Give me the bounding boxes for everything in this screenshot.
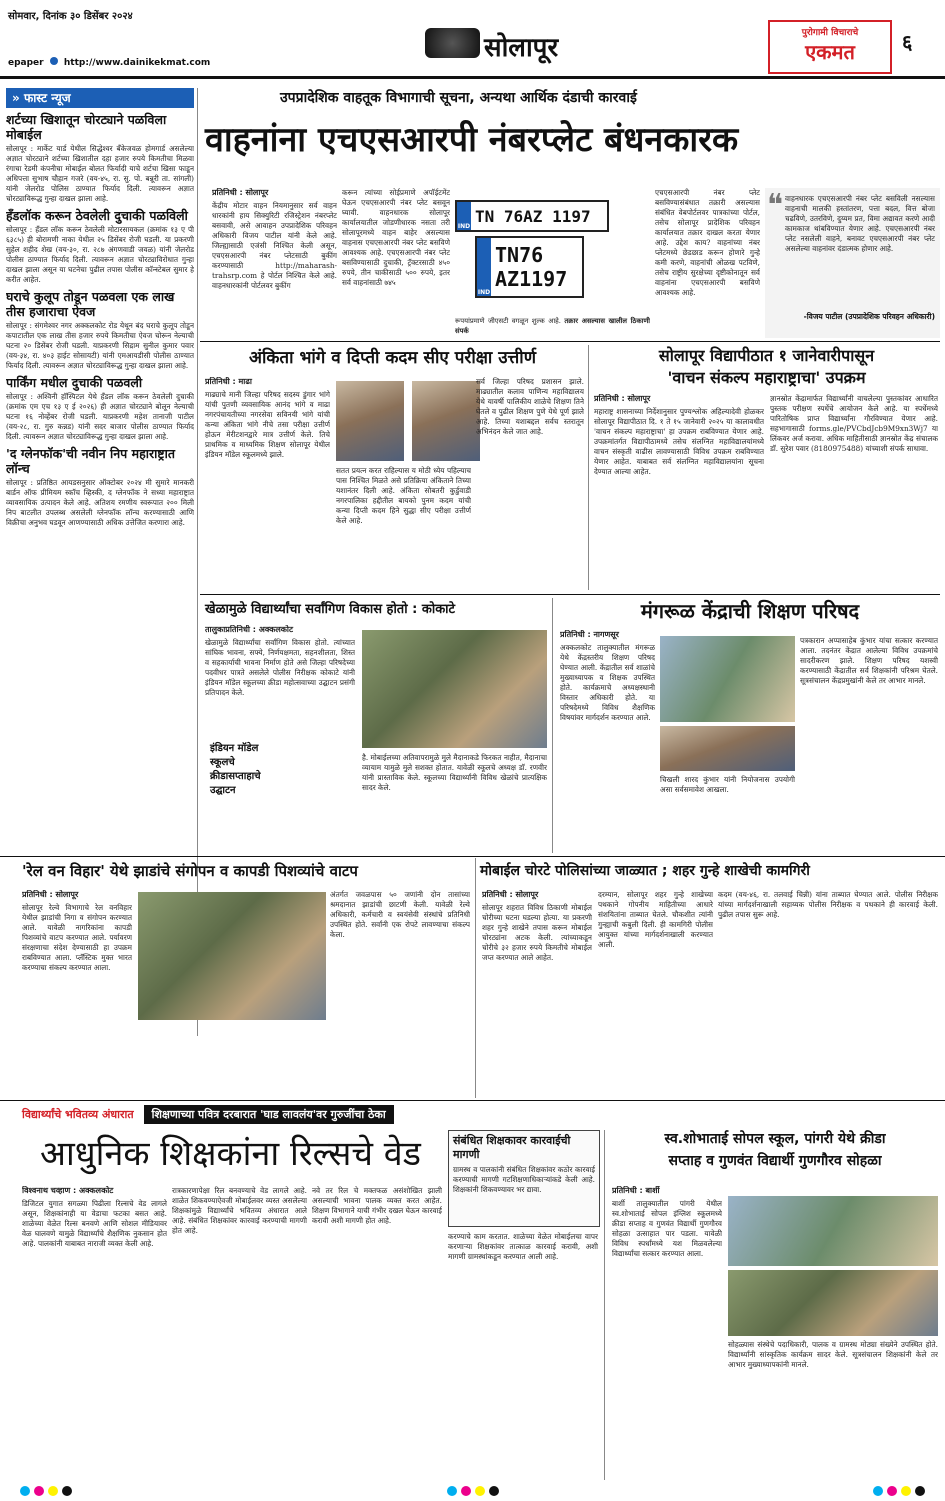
- mangrul-col-2: पत्रकारान अप्पासाहेब कुंभार यांचा सत्कार करण्यात आला. तदनंतर केंद्रात आलेल्या विविध उपक्रमांचे सादरीकरण झाले. शिक्षण परिषद यशस्वी करण्यासाठी केंद्रातील सर्व शिक्षकांनी परिश्रम घेतले. सूत्रसंचालन केंद्रप्रमुखांनी केले तर आभार मानले.: [800, 636, 938, 685]
- mid-rule-2: [0, 856, 945, 857]
- school-photo-2: [728, 1270, 938, 1336]
- reels-headline: आधुनिक शिक्षकांना रिल्सचे वेड: [40, 1134, 421, 1174]
- ind-badge: IND: [457, 202, 471, 230]
- rail-col-2: अंतर्गत जवळपास ५० जणांनी दोन तासांच्या श्रमदानात झाडांची छाटणी केली. यावेळी रेल्वे अधिकारी, कर्मचारी व स्वयंसेवी संस्थांचे प्रतिनिधी उपस्थित होते. सर्वांनी एक रोपटे लावण्याचा संकल्प केला.: [330, 890, 470, 939]
- sidebar-items: [6, 112, 194, 528]
- ca-photo-1: [336, 381, 404, 461]
- mangrul-photo-2: [660, 726, 795, 771]
- chevron-icon: »: [12, 91, 24, 105]
- sidebar-item-title: शर्टच्या खिशातून चोरट्याने पळविला मोबाईल: [6, 112, 167, 142]
- lead-caption: रूपयांप्रमाणे जीएसटी वगळून शुल्क आहे. तक्रार असल्यास खालील ठिकाणी संपर्क: [455, 317, 650, 335]
- school-headline-1: स्व.शोभाताई सोपल स्कूल, पांगरी येथे क्रीडा: [664, 1131, 886, 1147]
- sports-headline: खेळामुळे विद्यार्थ्यांचा सर्वांगिण विकास होतो : कोकाटे: [205, 602, 456, 617]
- sidebar-item-title: 'द ग्लेनफॉक'ची नवीन निप महाराष्ट्रात लॉन्च: [6, 446, 175, 476]
- date-line: सोमवार, दिनांक ३० डिसेंबर २०२४: [8, 11, 133, 22]
- sidebar-item-body: सोलापूर : अश्विनी हॉस्पिटल येथे हँडल लॉक करून ठेवलेली दुचाकी (क्रमांक एम एच १३ ए ई २०२६) ही अज्ञात चोरट्याने बोलून नेल्याची घटना १६ नोव्हेंबर रोजी घडली. याप्रकरणी महेश तानाजी पाटील (वय-२८, रा. गुरु कन्नड) यांनी सदर बाजार पोलीस ठाण्यात फिर्याद दिली. त्यावरून अज्ञात चोरट्याविरूद्ध गुन्हा दाखल झाला आहे.: [6, 392, 194, 441]
- banner-left: विद्यार्थ्यांचे भवितव्य अंधारात: [22, 1107, 134, 1121]
- mid-rule-1: [200, 594, 940, 595]
- brand-box: [768, 20, 892, 74]
- ca-col-2: सतत प्रयत्न करत राहिल्यास य मोठी ध्येय पहिल्याच पास निश्चित मिळते असे प्रतिक्रिया अंकिताने तिच्या यशानंतर दिली आहे. अंकिता सोबतरी कुर्डुवाडी नगरपालिका हद्दीतील बायको पुनम कदम यांची कन्या दिप्ती कदम हिने सुद्धा सीए परीक्षा उत्तीर्ण केले आहे.: [336, 466, 471, 525]
- banner: [22, 1104, 602, 1124]
- univ-headline-2: 'वाचन संकल्प महाराष्ट्राचा' उपक्रम: [667, 368, 866, 387]
- tagline: पुरोगामी विचाराचे: [801, 28, 859, 38]
- banner-right: शिक्षणाच्या पवित्र दरबारात 'घाड लावलंय'वर गुरुजींचा ठेका: [144, 1105, 394, 1124]
- sports-col-2: है. मोबाईलच्या अतिवापरामुळे मुले मैदानाकडे फिरकत नाहीत, मैदानाचा व्यायाम यामुळे मुले सशक्त होतात. यावेळी स्कूलचे अध्यक्ष डॉ. रणवीर यांनी प्रास्ताविक केले. स्कूलच्या विद्यार्थ्यांनी विविध खेळांचे प्रात्यक्षिक सादर केले.: [362, 753, 547, 792]
- demand-col: करण्याचे काम करतात. शाळेच्या वेळेत मोबाईलचा वापर करणाऱ्या शिक्षकांवर तात्काळ कारवाई करावी, अशी मागणी ग्रामस्थांकडून करण्यात आली आहे.: [448, 1232, 598, 1261]
- ca-headline: अंकिता भांगे व दिप्ती कदम सीए परीक्षा उत्तीर्ण: [248, 348, 536, 368]
- reels-col-2: रात्रकारणापेक्षा रिल बनवण्याचे वेड लागले आहे. शाळेत शिकवण्याऐवजी मोबाईलवर व्यस्त असलेल्या शिक्षकांमुळे विद्यार्थ्यांचे भवितव्य अंधारात आले आहे. संबंधित शिक्षकांवर कारवाई करण्याची मागणी होत आहे.: [172, 1186, 307, 1235]
- mangrul-caption: चिखली शारद कुंभार यांनी नियोजनास उपयोगी असा सर्वसमावेश आखला.: [660, 775, 795, 794]
- rail-photo: [138, 892, 326, 1020]
- lead-quote-box: ❝ वाहनधारक एचएसआरपी नंबर प्लेट बसविली नसल्यास वाहनाची मालकी हस्तांतरण, पत्ता बदल, वित्त बोजा चढविणे, उतरविणे, दुय्यम प्रत, विमा अद्यावत करणे आदी कामकाज थांबविण्यात येणार आहे. एचएसआरपी नंबर प्लेट नसलेली वाहने, बनावट एचएसआरपी नंबर प्लेट असलेल्या वाहनांवर दंडात्मक होणार आहे. -विजय पाटील (उपप्रादेशिक परिवहन अधिकारी): [765, 188, 940, 338]
- registration-marks: [0, 1479, 945, 1501]
- color-marks-right: [871, 1481, 927, 1500]
- lead-col-3: एचएसआरपी नंबर प्लेट बसविण्यासंबंधात तक्रारी असल्यास संबंधित वेबपोर्टलवर पात्रकांच्या पोर्टल, तसेच सोलापूर प्रादेशिक परिवहन कार्यालयात तक्रार दाखल करता येणार आहे. उद्देश काय? वाहनांच्या नंबर प्लेटमध्ये छेडछाड करून होणारे गुन्हे कमी करणे, वाहनांची ओळख पटविणे, तसेच राष्ट्रीय सुरक्षेच्या दृष्टीकोनातून सर्व वाहनांना एचएसआरपी बसविणे आवश्यक आहे.: [655, 188, 760, 297]
- rail-headline: 'रेल वन विहार' येथे झाडांचे संगोपन व कापडी पिशव्यांचे वाटप: [22, 862, 358, 880]
- sports-pull-quote: इंडियन मॉडेल स्कूलचे क्रीडासप्ताहाचे उद्घाटन: [210, 743, 261, 796]
- plate-1: IND TN 76AZ 1197: [455, 200, 609, 232]
- school-headline-2: सप्ताह व गुणवंत विद्यार्थी गुणगौरव सोहळा: [668, 1153, 882, 1169]
- quote-icon: ❝: [767, 188, 784, 223]
- rail-col-1: प्रतिनिधी : सोलापूर सोलापूर रेल्वे विभागाचे रेल वनविहार येथील झाडांची निगा व संगोपन करण्यात आले. यावेळी नागरिकांना कापडी पिशव्यांचे वाटप करण्यात आले. पर्यावरण संरक्षणाचा संदेश देण्यासाठी हा उपक्रम राबविण्यात आला. प्लॅस्टिक मुक्त भारत करण्याचा संकल्प करण्यात आला.: [22, 890, 132, 972]
- mobile-col-2: दरम्यान, सोलापूर शहर गुन्हे शाखेच्या पथकाने गोपनीय माहितीच्या आधारे संशयितांना ताब्यात घेतले. चौकशीत त्यांनी गुन्ह्याची कबुली दिली. ही कामगिरी पोलीस आयुक्त यांच्या मार्गदर्शनाखाली करण्यात आली.: [598, 890, 713, 949]
- ca-divider: [588, 345, 589, 590]
- reels-col-1: विश्वनाथ चव्हाण : अक्कलकोट डिजिटल युगात सगळ्या पिढीला रिल्सचे वेड लागले असून, शिक्षकांनाही या वेडाचा फटका बसत आहे. शाळेच्या वेळेत रिल्स बनवणे आणि सोशल मीडियावर वेळ घालवणे यामुळे विद्यार्थ्यांचे शैक्षणिक नुकसान होत आहे. पालकांनी याबाबत नाराजी व्यक्त केली आहे.: [22, 1186, 167, 1248]
- sports-photo: [362, 630, 547, 748]
- sidebar-item-title: हँडलॉक करून ठेवलेली दुचाकी पळविली: [6, 208, 188, 223]
- sidebar-item-body: सोलापूर : मार्केट यार्ड येथील सिद्धेश्वर बँकेजवळ होमगार्ड असलेल्या अज्ञात चोरट्याने शर्टच्या खिशातील दहा हजार रुपये किमतीचा मिळवा रंगाचा रेडमी कंपनीचा मोबाईल बोलत फिर्यादी याचे शर्टचा खिसा फाडून अधिपत्ता सुभाष चौहान गजरे (वय-४५, रा. सु. पो. बन्नूरी ता. सांगली) यांनी जेलरोड पोलिस ठाण्यात फिर्याद दिली. त्यावरून अज्ञात चोरट्याविरूद्ध गुन्हा दाखल झाला आहे.: [6, 144, 194, 203]
- sidebar-item-body: सोलापूर : संगमेश्वर नगर अक्कलकोट रोड येथून बंद घराचे कुलूप तोडून कपाटातील एक लाख तीस हजार रुपये किमतीचा ऐवज चोरून नेल्याची घटना २० डिसेंबर रोजी घडली. याप्रकरणी सिद्राम सुनील कुमार पवार (वय-३४, रा. ४०३ हाईट सोसायटी) यांनी एमआयडीसी पोलीस ठाण्यात फिर्याद दिली. त्यावरून अज्ञात चोरट्याविरूद्ध गुन्हा दाखल झाला आहे.: [6, 321, 194, 370]
- univ-col-2: ज्ञानस्रोत केंद्रामार्फत विद्यार्थ्यांनी वाचलेल्या पुस्तकांवर आधारित पुस्तक परीक्षण स्पर्धेचे आयोजन केले आहे. या स्पर्धेमध्ये पारितोषिक प्राप्त विद्यार्थ्यांना गौरविण्यात येणार आहे. सहभागासाठी forms.gle/PVCbdJcb9M9xn3Wj7 या लिंकवर अर्ज करावा. अधिक माहितीसाठी ज्ञानस्रोत केंद्र संचालक डॉ. सुरेश पवार (8180975488) यांच्याशी संपर्क साधावा.: [770, 394, 938, 453]
- mobile-col-1: प्रतिनिधी : सोलापूर सोलापूर शहरात विविध ठिकाणी मोबाईल चोरीच्या घटना घडल्या होत्या. या प्रकरणी शहर गुन्हे शाखेने तपास करून मोबाईल चोरट्यांना अटक केली. त्यांच्याकडून चोरीचे ३२ हजार रुपये किमतीचे मोबाईल जप्त करण्यात आले आहेत.: [482, 890, 592, 962]
- mangrul-col-1: प्रतिनिधी : नागणसूर अक्कलकोट तालुक्यातील मंगरूळ येथे केंद्रस्तरीय शिक्षण परिषद घेण्यात आली. केंद्रातील सर्व शाळांचे मुख्याध्यापक व शिक्षक उपस्थित होते. कार्यक्रमाचे अध्यक्षस्थानी विस्तार अधिकारी होते. या परिषदेमध्ये विविध शैक्षणिक विषयांवर मार्गदर्शन करण्यात आले.: [560, 630, 655, 722]
- sidebar-item-body: सोलापूर : हँडल लॉक करून ठेवलेली मोटारसायकल (क्रमांक १३ ए पी ६३८५) ही बोरामणी नाका येथील २५ डिसेंबर रोजी घडली. या प्रकरणी सुहेल शहीद शेख (वय-३०, रा. २८७ अंगणवाडी जवळ) यांनी जेलरोड पोलीस ठाण्यात फिर्याद दिली. त्यावरून अज्ञात चोरट्याविरोधात गुन्हा दाखल झाला असून या घटनेचा पुढील तपास पोलीस कॉन्स्टेबल सुमार हे करीत आहेत.: [6, 225, 194, 284]
- lead-col-1: प्रतिनिधी : सोलापूर केंद्रीय मोटार वाहन नियमानुसार सर्व वाहन धारकांनी हाय सिक्युरिटी रजिस्ट्रेशन नंबरप्लेट बसवावी, असे आवाहन उपप्रादेशिक परिवहन अधिकारी विजय पाटील यांनी केले आहे. जिल्ह्यासाठी एजंसी निश्चित केली असून, एचएसआरपी नंबर प्लेटसाठी बुकींग करण्यासाठी http://maharash-trahsrp.com हे पोर्टल निश्चित केले आहे. वाहनधारकांनी पोर्टलवर बुकींग: [212, 188, 337, 290]
- school-col-2: सोहळ्यास संस्थेचे पदाधिकारी, पालक व ग्रामस्थ मोठ्या संख्येने उपस्थित होते. विद्यार्थ्यांनी सांस्कृतिक कार्यक्रम सादर केले. सूत्रसंचालन शिक्षकांनी केले तर आभार मुख्याध्यापकांनी मानले.: [728, 1340, 938, 1369]
- sports-divider: [552, 598, 553, 853]
- ca-col-1: प्रतिनिधी : माढा माढ्याचे मानी जिल्हा परिषद सदस्य डुंगार भांगे यांची पुतणी व्यवसायिक आनंद भांगे व माढा नगरपंचायतीच्या नगरसेवा सविनयी भांगे यांची कन्या अंकिता भांगे नीचे तसा परीक्षा उत्तीर्ण होऊन मेरीटशनद्वारे मात्र उत्तीर्ण केले. तिचे प्राथमिक व माध्यमिक शिक्षण सोलापूर येथील इंडियन मॉडेल स्कूलमध्ये झाले.: [205, 377, 330, 459]
- lead-bottom-rule: [200, 341, 940, 342]
- lead-headline: वाहनांना एचएसआरपी नंबरप्लेट बंधनकारक: [205, 120, 739, 160]
- city-title: सोलापूर: [484, 33, 559, 63]
- reels-col-3: नवे तर रिल चे मक्तफळ असंशोखित झाली असल्याची भावना पालक व्यक्त करत आहेत. शिक्षण विभागाने याची गंभीर दखल घेऊन कारवाई करावी अशी मागणी होत आहे.: [312, 1186, 442, 1225]
- ca-col-3: सर्व जिल्हा परिषद प्रशासन झाले. माढ्यातील कलाव पाणिन्य महाविद्यालय येथे यावर्षी पालिकीय शाळेचे शिक्षण तिने घेतले व पुढील शिक्षण पुणे येथे पूर्ण झाले आहे. तिच्या यशाबद्दल सर्वच स्तरातून अभिनंदन केले जात आहे.: [476, 377, 584, 436]
- univ-col-1: प्रतिनिधी : सोलापूर महाराष्ट्र शासनाच्या निर्देशानुसार पुण्यश्लोक अहिल्यादेवी होळकर सोलापूर विद्यापीठात दि. १ ते १५ जानेवारी २०२५ या कालावधीत 'वाचन संकल्प महाराष्ट्राचा' हा उपक्रम राबविण्यात येणार आहे. उपक्रमांतर्गत विद्यापीठामध्ये तसेच संलग्नित महाविद्यालयांमध्ये वाचन संस्कृती वाढीस लावण्यासाठी विविध उपक्रम राबविण्यात येणार आहेत. याबाबत सर्व संलग्नित महाविद्यालयांना सूचना देण्यात आल्या आहेत.: [594, 394, 764, 476]
- sidebar-item-title: पार्किंग मधील दुचाकी पळवली: [6, 375, 143, 390]
- mangrul-headline: मंगरूळ केंद्राची शिक्षण परिषद: [640, 599, 860, 623]
- mobile-headline: मोबाईल चोरटे पोलिसांच्या जाळ्यात ; शहर गुन्हे शाखेची कामगिरी: [480, 863, 810, 879]
- plate-2: IND TN76 AZ1197: [475, 236, 584, 298]
- sidebar-item-body: सोलापूर : प्रतिष्ठित आयडसनुसार ऑक्टोबर २०२४ मी सुमारे मानकरी बार्डन ऑफ प्रीमियम स्कॉच व्हिस्की, द ग्लेनफॉक ने सध्या महाराष्ट्रात व्यावसायिक उत्पादन केले आहे. अतिशय रमणीय स्वरूपात २०० मिली निप बाटलीत उपलब्ध असलेली ग्लेनफॉक लॉन्च करण्यासाठी आणि विक्रीचा अनुभव घडवून आणण्यासाठी अधिक उत्तेजित करणारा आहे.: [6, 478, 194, 527]
- brand-name: एकमत: [805, 40, 855, 64]
- school-photo-1: [728, 1196, 938, 1266]
- globe-icon: [50, 57, 58, 65]
- lead-kicker: उपप्रादेशिक वाहतूक विभागाची सूचना, अन्यथा आर्थिक दंडाची कारवाई: [280, 90, 637, 106]
- rail-divider: [475, 858, 476, 1098]
- plate-image: [455, 196, 615, 306]
- page-number: ६: [902, 30, 913, 54]
- ca-photo-2: [412, 381, 480, 461]
- color-marks-left: [18, 1481, 74, 1500]
- sidebar-header: » फास्ट न्यूज: [6, 88, 194, 108]
- epaper-row: [8, 57, 210, 68]
- mangrul-photo-1: [660, 636, 795, 722]
- univ-headline-1: सोलापूर विद्यापीठात १ जानेवारीपासून: [658, 346, 875, 365]
- epaper-label: epaper: [8, 58, 44, 68]
- sidebar-item-title: घराचे कुलूप तोडून पळवला एक लाख तीस हजाराचा ऐवज: [6, 289, 175, 319]
- school-col-1: प्रतिनिधी : बार्शी बार्शी तालुक्यातील पांगरी येथील स्व.शोभाताई सोपल इंग्लिश स्कूलमध्ये क्रीडा सप्ताह व गुणवंत विद्यार्थी गुणगौरव सोहळा उत्साहात पार पडला. यावेळी विविध स्पर्धांमध्ये यश मिळवलेल्या विद्यार्थ्यांचा सत्कार करण्यात आला.: [612, 1186, 722, 1258]
- logo-icon: [425, 28, 480, 58]
- lead-byline: प्रतिनिधी : सोलापूर: [212, 188, 269, 197]
- mid-rule-3: [0, 1100, 945, 1101]
- site-url[interactable]: http://www.dainikekmat.com: [63, 58, 211, 68]
- masthead: [0, 0, 945, 90]
- color-marks-center: [445, 1481, 501, 1500]
- sports-col-1: तालुकाप्रतिनिधी : अक्कलकोट खेळामुळे विद्यार्थ्यांचा सर्वांगिण विकास होतो. त्यांच्यात सांघिक भावना, सफ्ये, निर्णयक्षमता, सहनशीलता, शिस्त व सहकार्याची भावना निर्माण होते असे जिल्हा परिषदेच्या पदवीधर पात्रते असलेले पोलीस निरीक्षक कोकाटे यांनी इंडियन मॉडेल स्कूलच्या क्रीडा महोत्सवाच्या उद्घाटन प्रसंगी प्रतिपादन केले.: [205, 625, 355, 697]
- mobile-col-3: कदम (वय-४६, रा. तलवाई चिन्नी) यांना ताब्यात घेण्यात आले. पोलीस निरीक्षक यांच्या मार्गदर्शनाखाली सहाय्यक पोलीस निरीक्षक व पथकाने ही कारवाई केली. पुढील तपास सुरू आहे.: [718, 890, 938, 919]
- masthead-rule: [0, 76, 945, 79]
- lead-col-2: करून त्यांच्या सोईप्रमाणे अपॉईटमेंट घेऊन एचएसआरपी नंबर प्लेट बसवून घ्यावी. वाहनधारक सोलापूर कार्यालयातील जोडणीधारक नसता तरी सोलापूरमध्ये वाहन बाहेर असल्यास वाहनास एचएसआरपी नंबर प्लेट बसविणे आवश्यक आहे. एचएसआरपी नंबर प्लेट बसविण्यासाठी दुचाकी, ट्रॅक्टरसाठी ४५० रुपये, तीन चाकीसाठी ५०० रुपये, इतर सर्व वाहनांसाठी ७४५: [342, 188, 450, 287]
- school-divider: [604, 1130, 605, 1480]
- demand-box: संबंधित शिक्षकावर कारवाईची मागणी ग्रामस्थ व पालकांनी संबंधित शिक्षकांवर कठोर कारवाई करण्याची मागणी गटशिक्षणाधिकाऱ्यांकडे केली आहे. शिक्षकांनी शिकवण्यावर भर द्यावा.: [448, 1130, 600, 1227]
